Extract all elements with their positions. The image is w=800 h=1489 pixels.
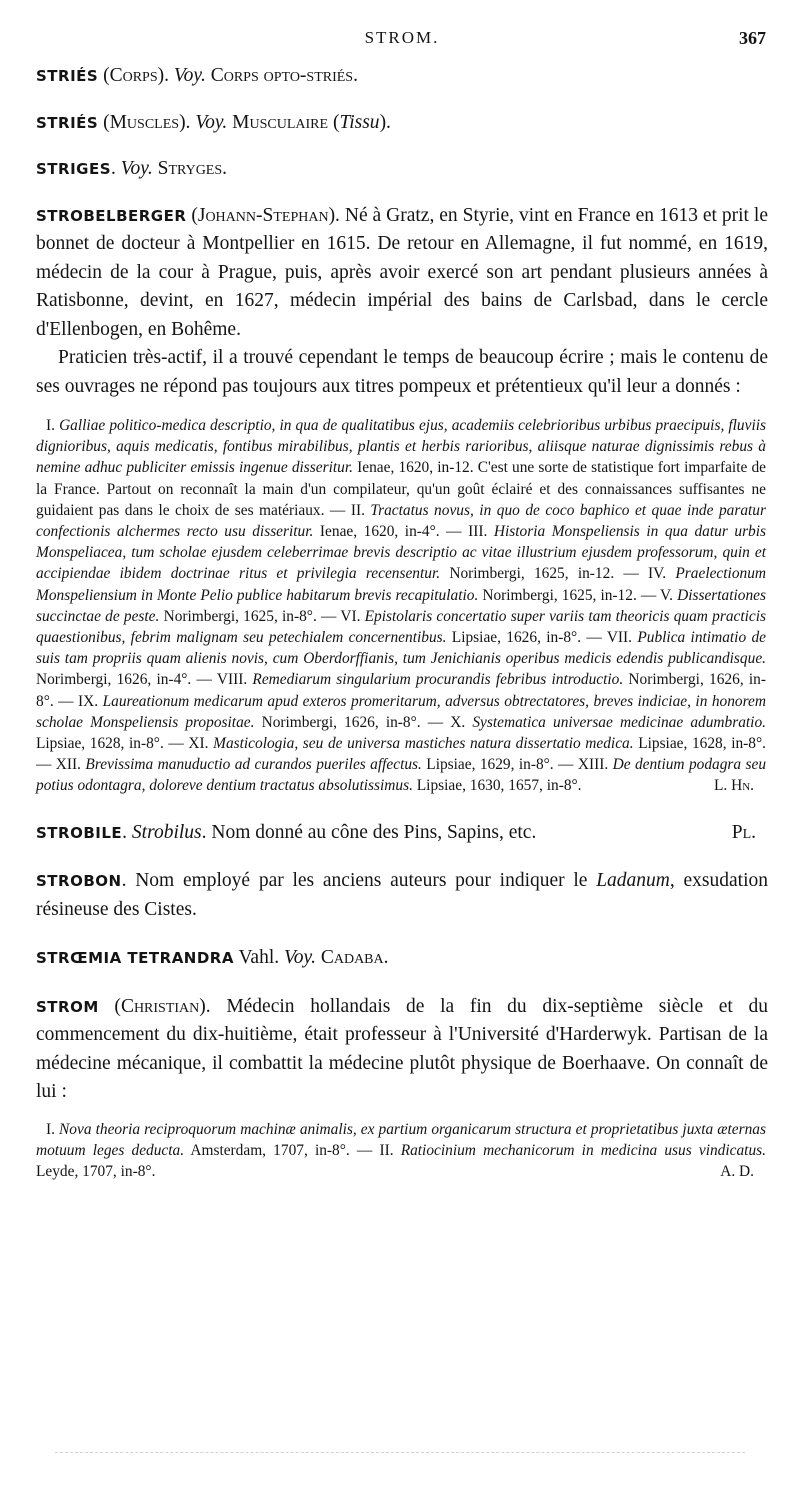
bib-number: I. [46,417,60,434]
bib-imprint: Ienae, 1620, in-4°. — [313,523,469,541]
bib-number: XI. [188,735,214,753]
bib-title: Masticologia, seu de universa mastiches natura dissertatio medica. [213,735,634,753]
bib-title: Galliae politico-medica descriptio, in qua de qualitatibus ejus, academiis celebrioribus urbibus praecipuis, fluviis dignioribus, aquis medicatis, fontibus mirabilibus, plantis et herbis rarioribus, aliisque naturae dignissimis rebus à nemine adhuc publiciter emissis ingenue disseritur. [36,417,766,477]
headword: STROBON [36,872,122,891]
biography: ). Médecin hollandais de la fin du dix-septième siècle et du commencement du dix-huitième, était professeur à l'Université d'Harderwyk. Partisan de la médecine mécanique, il combattit la médecine plutôt physique de Boerhaave. On connaît de lui : [36,995,769,1103]
entry-stroemia: STRŒMIA TETRANDRA Vahl. Voy. Cadaba. [36,947,389,969]
bibliography-paragraph [36,1119,766,1183]
bib-number: II. [350,501,371,519]
bib-imprint: Lipsiae, 1628, in-8°. — [36,735,766,774]
author-signature: L. Hn. [713,777,754,795]
headword: STRŒMIA TETRANDRA [36,949,234,968]
bib-title: Epistolaris concertatio super variis tam theoricis quam practicis quaestionibus, febrim malignam seu petechialem concernentibus. [36,607,766,647]
bibliography-strom [36,1119,766,1183]
bib-title: De dentium podagra seu potius odontagra, doloreve dentium tractatus absolutissimus. [36,756,767,795]
bib-title: Laureationum medicarum apud exteros promeritarum, adversus obtrectatores, breves indiciae, in honorem scholae Monspeliensis propositae. [36,692,766,731]
bib-number: XII. [55,756,86,774]
bib-title: Publica intimatio de suis tam propriis quam alienis novis, cum Oberdorffianis, tum Jenichianis operibus medicis edendis publicandisque. [36,629,766,668]
bib-number: VI. [340,607,365,625]
paragraph: Praticien très-actif, il a trouvé cependant le temps de beaucoup écrire ; mais le contenu de ses ouvrages ne répond pas toujours aux titres pompeux et prétentieux qu'il leur a donnés : [36,347,768,397]
bib-number: I. [46,1120,60,1138]
bib-number: III. [468,523,494,541]
running-head [36,28,768,52]
headword: STRIÉS [36,113,99,132]
author-signature: A. D. [720,1163,754,1181]
bib-number: V. [660,586,678,604]
bib-imprint: Lipsiae, 1629, in-8°. — [421,756,578,774]
entry-strom: STROM (Christian). Médecin hollandais de la fin du dix-septième siècle et du commencement du dix-huitième, était professeur à l'Université d'Harderwyk. Partisan de la médecine mécanique, il combattit la médecine plutôt physique de Boerhaave. On connaît de lui : [36,995,769,1103]
bibliography-paragraph [36,415,766,797]
bib-title: Historia Monspeliensis in qua datur urbis Monspeliacea, tum scholae ejusdem celeberrimae brevis descriptio ac vitae illustrium ejusdem professorum, quin et accipiendae ibidem doctrinae ritus et privilegia recensentur. [36,523,767,583]
entry-striges: STRIGES. Voy. Stryges. [36,158,228,179]
entry-strobile: STROBILE. Strobilus. Nom donné au cône des Pins, Sapins, etc. Pl. [36,819,768,848]
headword: STRIGES [36,160,112,178]
entry-strobelberger: STROBELBERGER (Johann-Stephan). Né à Gratz, en Styrie, vint en France en 1613 et prit le bonnet de docteur à Montpellier en 1615. De retour en Allemagne, il fut nommé, en 1619, médecin de la cour à Prague, puis, après avoir exercé son art pendant plusieurs années à Ratisbonne, devint, en 1627, médecin impérial des bains de Carlsbad, dans le cercle d'Ellenbogen, en Bohême. Praticien très-actif, il a trouvé cependant le temps de beaucoup écrire ; mais le contenu de ses ouvrages ne répond pas toujours aux titres pompeux et prétentieux qu'il leur a donnés : [36,202,768,402]
bib-imprint: Norimbergi, 1625, in-12. — [478,586,661,604]
latin-name: Strobilus [131,821,202,843]
voy-link[interactable]: Voy. [284,947,316,969]
bib-imprint: Ienae, 1620, in-12. C'est une sorte de statistique fort imparfaite de la France. Partout on reconnaît la main d'un compilateur, qu'un goût éclairé et des connaissances suffisantes ne guidaient pas dans le choix de ses matériaux. — [36,459,766,519]
headword: STROBELBERGER [36,206,187,225]
voy-link[interactable]: Voy. [173,65,206,86]
bib-title: Remediarum singularium procurandis febribus introductio. [252,671,624,689]
bib-imprint: Lipsiae, 1628, in-8°. — [36,735,189,753]
bib-imprint: Lipsiae, 1626, in-8°. — [446,629,607,647]
bib-title: Dissertationes succinctae de peste. [36,586,767,625]
headword: STROM [36,997,99,1016]
bib-number: II. [379,1141,401,1159]
entry-stries-muscles: STRIÉS (Muscles). Voy. Musculaire (Tissu). [36,111,391,133]
bib-imprint: Norimbergi, 1625, in-12. — [440,565,649,583]
bib-number: X. [450,713,473,731]
running-title: STROM. [364,28,440,47]
voy-link[interactable]: Voy. [120,158,153,179]
cross-reference[interactable]: Stryges [152,158,223,179]
bib-number: IV. [648,565,676,583]
bib-imprint: Norimbergi, 1626, in-8°. — [254,713,451,731]
voy-link[interactable]: Voy. [195,111,228,133]
person-name: Johann-Stephan [197,204,329,226]
author-signature: Pl. [731,821,756,843]
bib-title: Brevissima manuductio ad curandos pueriles affectus. [85,756,422,774]
cross-reference[interactable]: Cadaba [315,947,384,969]
bib-imprint: Lipsiae, 1630, 1657, in-8°. [412,777,582,795]
bib-number: XIII. [577,756,613,774]
page-number: 367 [739,28,766,48]
bib-title: Ratiocinium mechanicorum in medicina usus vindicatus. [400,1141,766,1159]
biography: ). Né à Gratz, en Styrie, vint en France en 1613 et prit le bonnet de docteur à Montpellier en 1615. De retour en Allemagne, il fut nommé, en 1619, médecin de la cour à Prague, puis, après avoir exercé son art pendant plusieurs années à Ratisbonne, devint, en 1627, médecin impérial des bains de Carlsbad, dans le cercle d'Ellenbogen, en Bohême. [36,204,768,340]
page-bottom-rule [55,1452,745,1454]
bib-title: Tractatus novus, in quo de coco baphico et quae inde paratur confectionis alchermes recto usu disseritur. [36,501,766,541]
bib-number: VIII. [216,671,253,689]
bibliography-strobelberger [36,415,766,797]
entry-stries-corps: STRIÉS (Corps). Voy. Corps opto-striés. [36,65,358,86]
page [36,28,768,1182]
bib-imprint: Norimbergi, 1625, in-8°. — [159,607,341,625]
bib-number: IX. [78,692,103,710]
headword: STROBILE [36,823,123,842]
bib-imprint: Norimbergi, 1626, in-8°. — [36,671,766,710]
bib-title: Nova theoria reciproquorum machinæ animalis, ex partium organicarum structura et proprietatibus juxta æternas motuum leges deducta. [36,1120,766,1159]
person-name: Christian [120,995,200,1017]
cross-reference[interactable]: Musculaire [227,111,329,133]
bib-imprint: Norimbergi, 1626, in-4°. — [36,671,217,689]
entry-strobon: STROBON. Nom employé par les anciens auteurs pour indiquer le Ladanum, exsudation résineuse des Cistes. [36,870,768,920]
bib-imprint: Leyde, 1707, in-8°. [36,1163,156,1181]
cross-reference[interactable]: Corps opto-striés [205,65,354,86]
bib-title: Systematica universae medicinae adumbratio. [472,713,767,731]
bib-title: Praelectionum Monspeliensium in Monte Pelio publice habitarum brevis recapitulatio. [36,565,767,604]
bib-imprint: Amsterdam, 1707, in-8°. — [184,1141,380,1159]
bib-number: VII. [606,629,638,647]
headword: STRIÉS [36,67,99,85]
